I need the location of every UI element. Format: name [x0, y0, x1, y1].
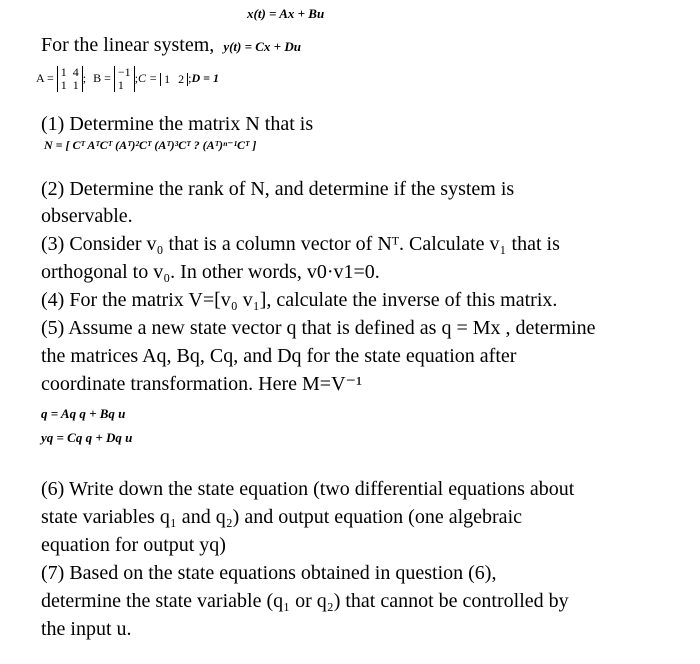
- matrices-row: A = 1 4 1 1 ; B = −1 1 ;C = 1 2 ;D = 1: [36, 65, 219, 92]
- intro-line: [41, 34, 301, 57]
- matrix-c-label: C =: [138, 70, 158, 85]
- output-equation: y(t) = Cx + Du: [223, 39, 301, 54]
- state-equation-text: x(t) = Ax + Bu: [247, 6, 325, 21]
- matrix-a-cell: 4: [72, 65, 79, 79]
- matrix-a: [57, 66, 83, 92]
- intro-text: For the linear system,: [41, 34, 215, 56]
- question-6-line1: (6) Write down the state equation (two differential equations about: [41, 478, 575, 500]
- matrix-a-cell: 1: [60, 65, 67, 79]
- matrix-b-cell: 1: [117, 78, 124, 92]
- question-7-line3: the input u.: [41, 618, 132, 640]
- matrix-c-cell: 1: [164, 71, 171, 86]
- matrix-a-label: A =: [36, 70, 54, 85]
- matrix-d-label: D = 1: [191, 70, 219, 85]
- question-2-line2: observable.: [41, 205, 133, 227]
- question-5-line2: the matrices Aq, Bq, Cq, and Dq for the state equation after: [41, 345, 517, 367]
- question-3-line2: orthogonal to v₀. In other words, v0·v1=0.: [41, 261, 380, 283]
- question-1: (1) Determine the matrix N that is: [41, 113, 314, 135]
- matrix-b-label: B =: [93, 70, 111, 85]
- state-equation: [247, 6, 324, 22]
- question-2-line1: (2) Determine the rank of N, and determine if the system is: [41, 178, 515, 200]
- question-7-line2: determine the state variable (q₁ or q₂) that cannot be controlled by: [41, 590, 569, 612]
- matrix-c: [160, 73, 188, 86]
- matrix-b: [114, 66, 135, 92]
- question-6-line2: state variables q₁ and q₂) and output equation (one algebraic: [41, 506, 522, 528]
- question-5-line3: coordinate transformation. Here M=V⁻¹: [41, 373, 363, 395]
- question-6-line3: equation for output yq): [41, 534, 226, 556]
- question-5-equation-1: q = Aq q + Bq u: [41, 406, 126, 421]
- matrix-c-cell: 2: [178, 71, 185, 86]
- question-7-line1: (7) Based on the state equations obtained in question (6),: [41, 562, 497, 584]
- question-4: (4) For the matrix V=[v₀ v₁], calculate the inverse of this matrix.: [41, 289, 558, 311]
- matrix-b-cell: −1: [117, 65, 131, 79]
- matrix-a-cell: 1: [72, 78, 79, 92]
- n-matrix-definition: N = [ Cᵀ AᵀCᵀ (Aᵀ)²Cᵀ (Aᵀ)³Cᵀ ? (Aᵀ)ⁿ⁻¹Cᵀ ]: [44, 138, 257, 152]
- question-5-line1: (5) Assume a new state vector q that is defined as q = Mx , determine: [41, 317, 596, 339]
- matrix-a-cell: 1: [60, 78, 67, 92]
- question-3-line1: (3) Consider v₀ that is a column vector of Nᵀ. Calculate v₁ that is: [41, 233, 560, 255]
- question-5-equation-2: yq = Cq q + Dq u: [41, 430, 133, 445]
